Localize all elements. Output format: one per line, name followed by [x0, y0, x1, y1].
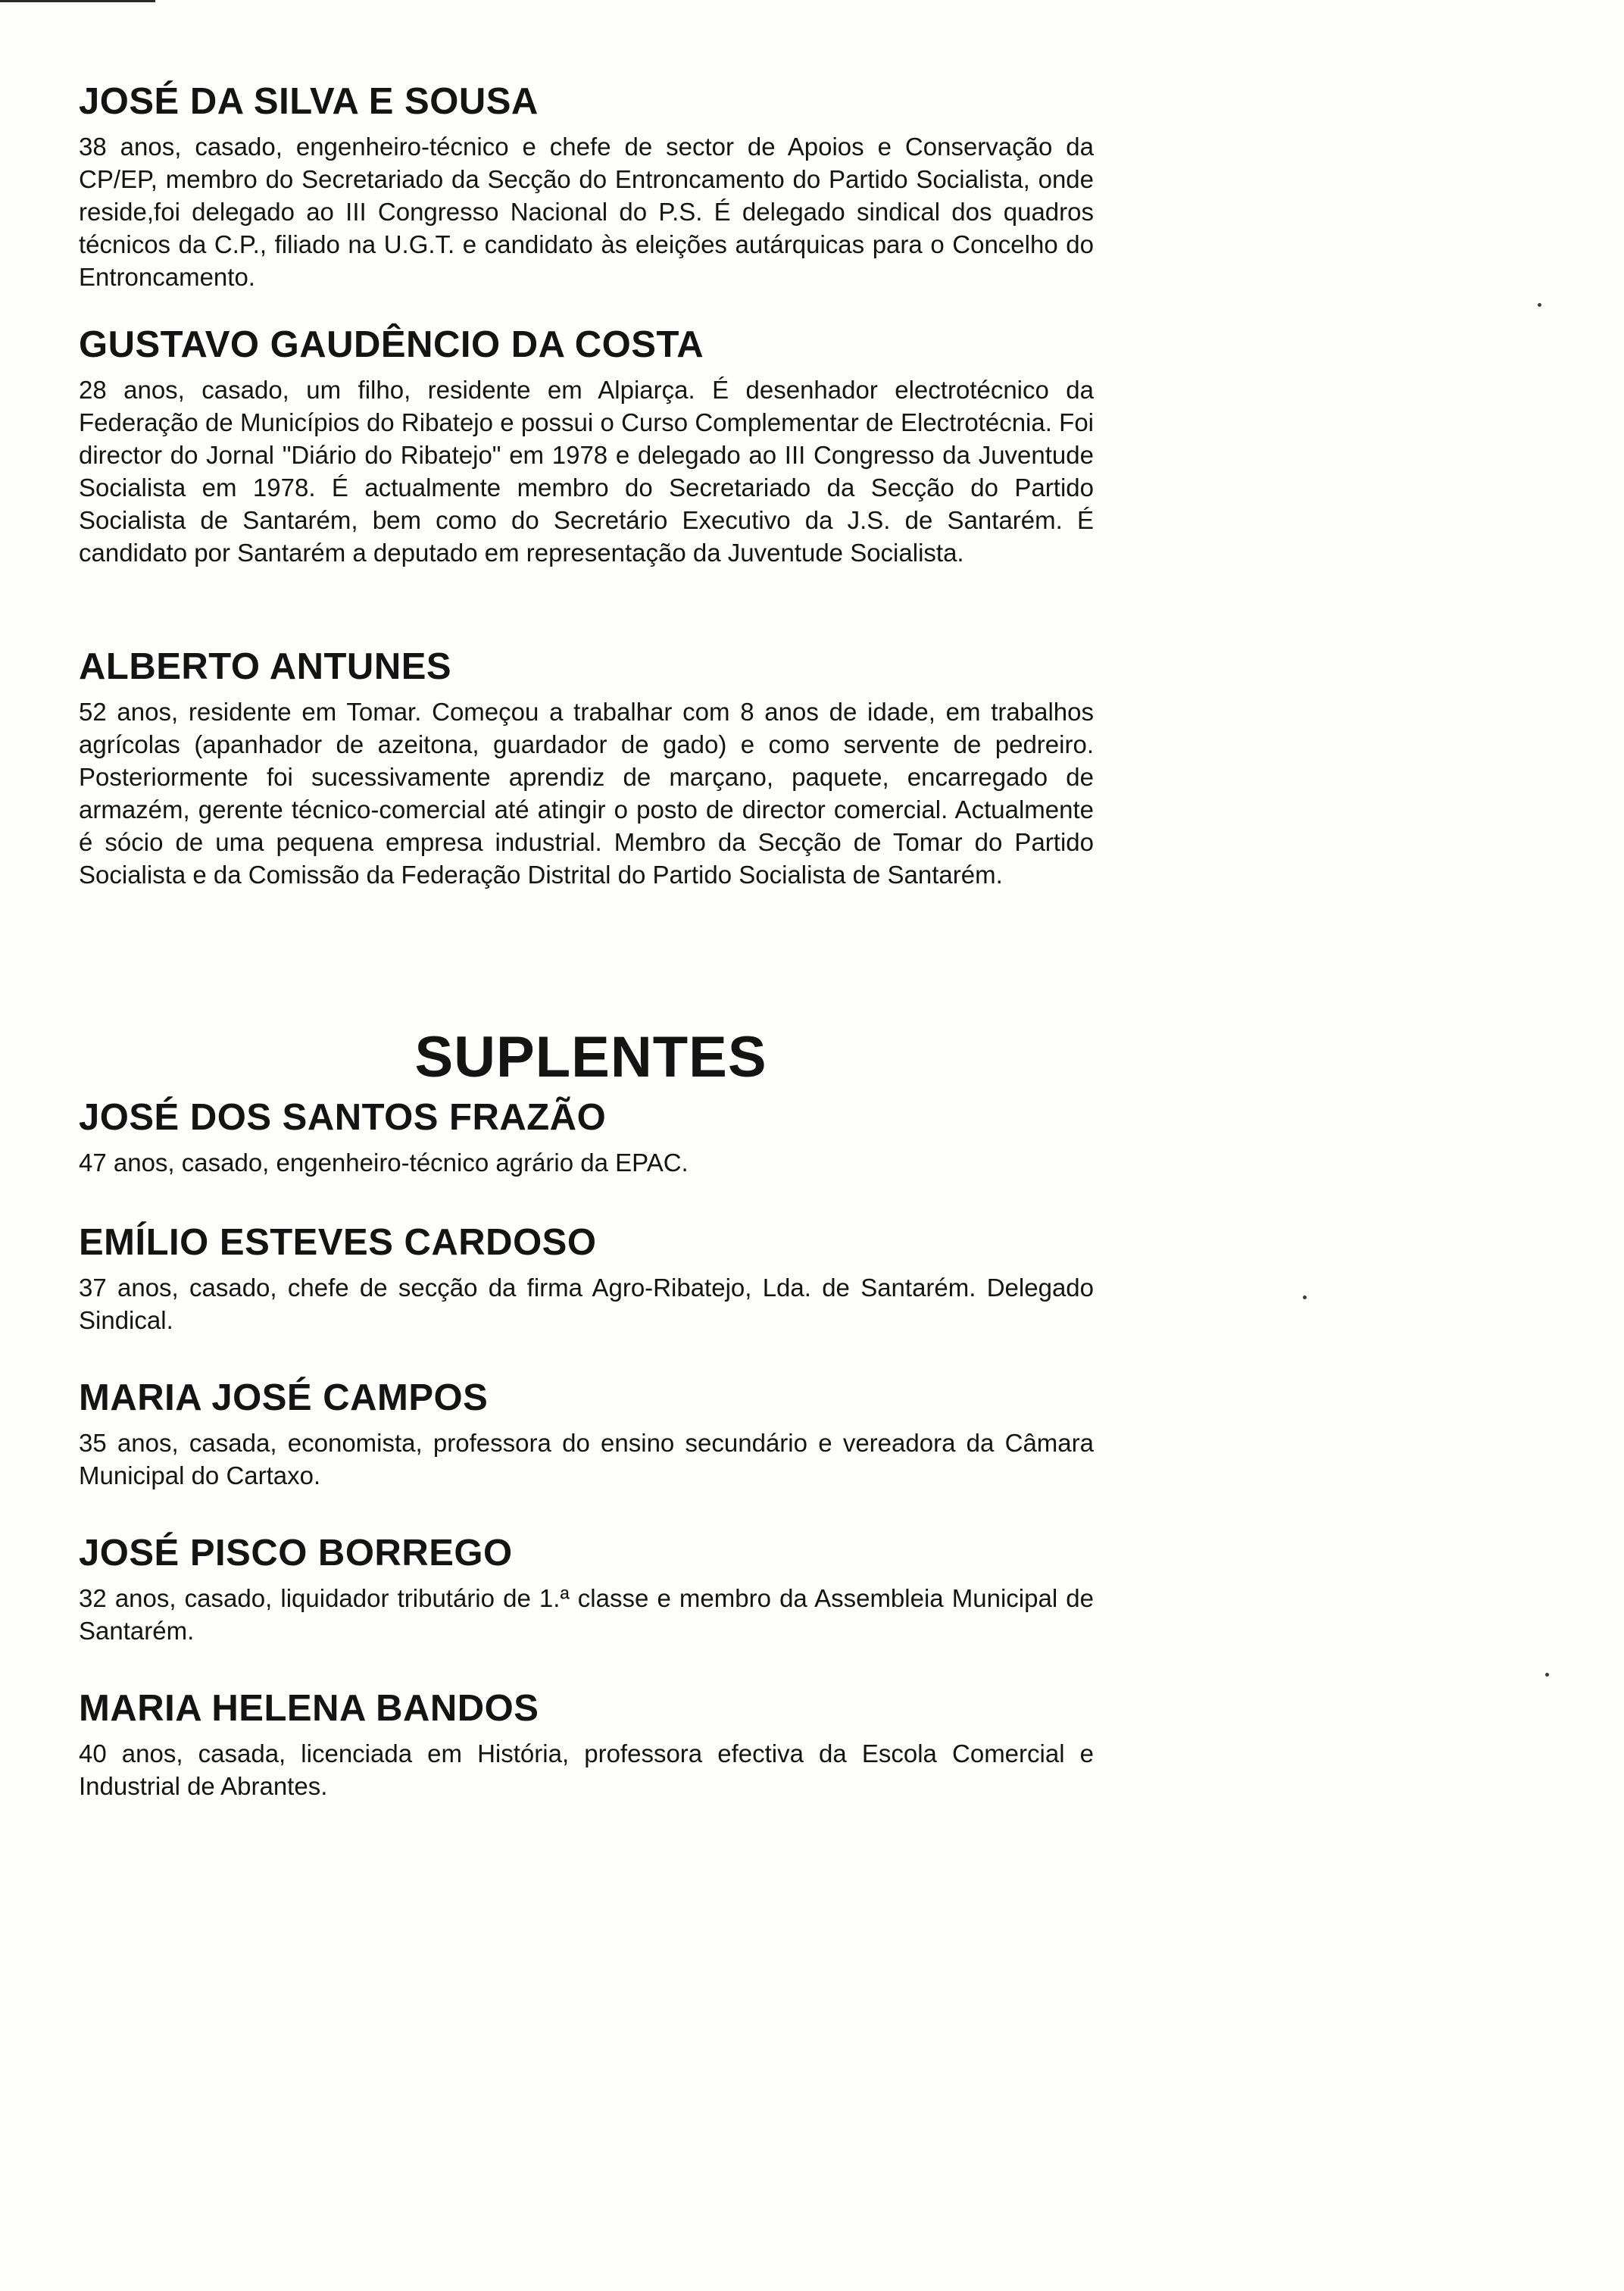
candidate-name: ALBERTO ANTUNES [79, 646, 452, 687]
scan-speck [1303, 1296, 1307, 1299]
suplente-name: JOSÉ PISCO BORREGO [79, 1533, 513, 1574]
suplente-name: MARIA JOSÉ CAMPOS [79, 1377, 489, 1418]
suplente-name: MARIA HELENA BANDOS [79, 1688, 539, 1729]
scan-speck [1545, 1673, 1549, 1677]
suplente-bio: 37 anos, casado, chefe de secção da firma Agro-Ribatejo, Lda. de Santarém. Delegado Sindical. [79, 1274, 1094, 1334]
suplente-bio: 35 anos, casada, economista, professora do ensino secundário e vereadora da Câmara Municipal do Cartaxo. [79, 1429, 1094, 1489]
scan-speck [1538, 303, 1541, 307]
candidate-bio: 52 anos, residente em Tomar. Começou a trabalhar com 8 anos de idade, em trabalhos agrícolas (apanhador de azeitona, guardador de gado) e como servente de pedreiro. Posteriormente foi sucessivamente aprendiz de marçano, paquete, encarregado de armazém, gerente técnico-comercial até atingir o posto de director comercial. Actualmente é sócio de uma pequena empresa industrial. Membro da Secção de Tomar do Partido Socialista e da Comissão da Federação Distrital do Partido Socialista de Santarém. [79, 698, 1094, 889]
suplentes-heading: SUPLENTES [414, 1024, 767, 1089]
scan-edge-line [0, 0, 155, 2]
candidate-name: JOSÉ DA SILVA E SOUSA [79, 81, 539, 122]
suplente-name: JOSÉ DOS SANTOS FRAZÃO [79, 1097, 607, 1138]
suplente-name: EMÍLIO ESTEVES CARDOSO [79, 1222, 597, 1263]
suplente-bio: 40 anos, casada, licenciada em História, professora efectiva da Escola Comercial e Industrial de Abrantes. [79, 1739, 1094, 1800]
candidate-block [79, 644, 1094, 891]
candidate-name: GUSTAVO GAUDÊNCIO DA COSTA [79, 324, 704, 365]
suplente-block [79, 1530, 1094, 1647]
suplente-block [79, 1095, 1094, 1179]
candidate-bio: 38 anos, casado, engenheiro-técnico e chefe de sector de Apoios e Conservação da CP/EP, membro do Secretariado da Secção do Entroncamento do Partido Socialista, onde reside,foi delegado ao III Congresso Nacional do P.S. É delegado sindical dos quadros técnicos da C.P., filiado na U.G.T. e candidato às eleições autárquicas para o Concelho do Entroncamento. [79, 133, 1094, 291]
suplente-block [79, 1686, 1094, 1802]
suplente-bio: 47 anos, casado, engenheiro-técnico agrário da EPAC. [79, 1149, 689, 1177]
suplente-block [79, 1375, 1094, 1492]
suplente-bio: 32 anos, casado, liquidador tributário de 1.ª classe e membro da Assembleia Municipal de Santarém. [79, 1584, 1094, 1645]
candidate-bio: 28 anos, casado, um filho, residente em Alpiarça. É desenhador electrotécnico da Federação de Municípios do Ribatejo e possui o Curso Complementar de Electrotécnia. Foi director do Jornal "Diário do Ribatejo" em 1978 e delegado ao III Congresso da Juventude Socialista em 1978. É actualmente membro do Secretariado da Secção do Partido Socialista de Santarém, bem como do Secretário Executivo da J.S. de Santarém. É candidato por Santarém a deputado em representação da Juventude Socialista. [79, 376, 1094, 567]
candidate-block [79, 322, 1094, 569]
candidate-block [79, 79, 1094, 293]
suplente-block [79, 1220, 1094, 1336]
